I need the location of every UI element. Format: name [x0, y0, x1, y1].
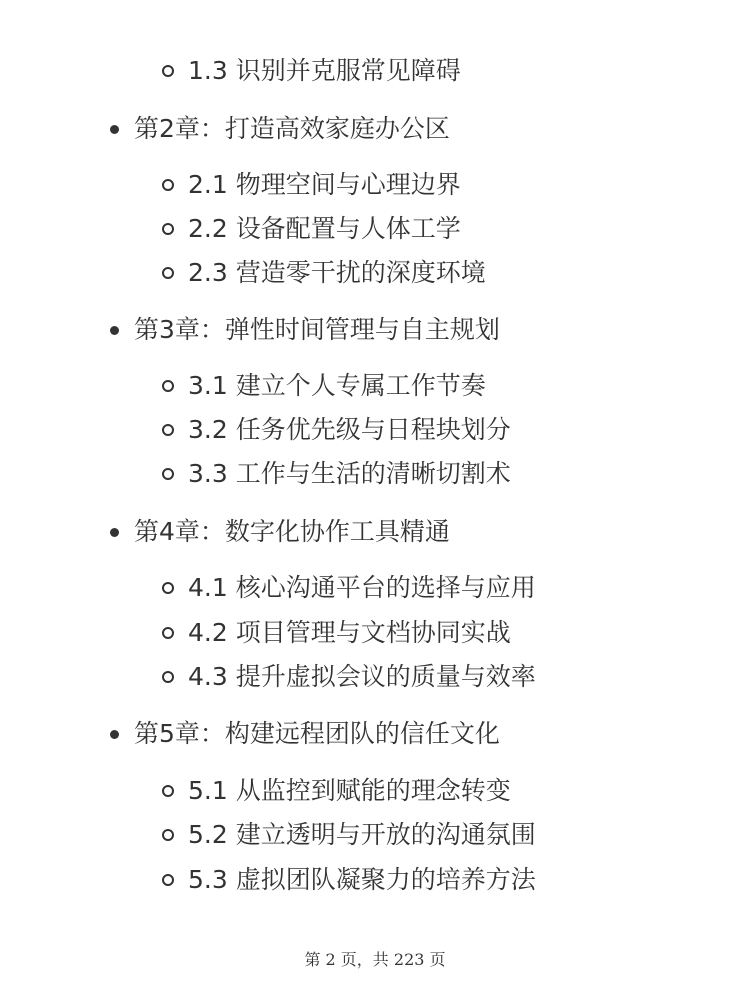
toc-section-3-2: 3.2 任务优先级与日程块划分: [188, 415, 511, 444]
hollow-bullet-icon: [162, 671, 174, 683]
toc-section-3-3: 3.3 工作与生活的清晰切割术: [188, 459, 511, 488]
solid-bullet-icon: [110, 528, 119, 537]
toc-section-5-2: 5.2 建立透明与开放的沟通氛围: [188, 820, 536, 849]
hollow-bullet-icon: [162, 223, 174, 235]
hollow-bullet-icon: [162, 65, 174, 77]
toc-section-4-3: 4.3 提升虚拟会议的质量与效率: [188, 662, 536, 691]
toc-section-1-3: 1.3 识别并克服常见障碍: [188, 56, 461, 85]
hollow-bullet-icon: [162, 424, 174, 436]
toc-section-5-3: 5.3 虚拟团队凝聚力的培养方法: [188, 865, 536, 894]
toc-section-4-2: 4.2 项目管理与文档协同实战: [188, 618, 511, 647]
hollow-bullet-icon: [162, 627, 174, 639]
toc-section-2-2: 2.2 设备配置与人体工学: [188, 214, 461, 243]
solid-bullet-icon: [110, 326, 119, 335]
toc-section-4-1: 4.1 核心沟通平台的选择与应用: [188, 573, 536, 602]
page-number: 第 2 页，共 223 页: [304, 950, 446, 969]
solid-bullet-icon: [110, 125, 119, 134]
toc-section-5-1: 5.1 从监控到赋能的理念转变: [188, 776, 511, 805]
hollow-bullet-icon: [162, 785, 174, 797]
solid-bullet-icon: [110, 730, 119, 739]
hollow-bullet-icon: [162, 829, 174, 841]
toc-section-2-3: 2.3 营造零干扰的深度环境: [188, 258, 486, 287]
hollow-bullet-icon: [162, 380, 174, 392]
hollow-bullet-icon: [162, 468, 174, 480]
hollow-bullet-icon: [162, 267, 174, 279]
hollow-bullet-icon: [162, 179, 174, 191]
toc-chapter-5: 第5章：构建远程团队的信任文化: [134, 719, 500, 748]
toc-chapter-4: 第4章：数字化协作工具精通: [134, 517, 450, 546]
toc-section-2-1: 2.1 物理空间与心理边界: [188, 170, 461, 199]
hollow-bullet-icon: [162, 582, 174, 594]
hollow-bullet-icon: [162, 874, 174, 886]
toc-chapter-3: 第3章：弹性时间管理与自主规划: [134, 315, 500, 344]
toc-section-3-1: 3.1 建立个人专属工作节奏: [188, 371, 486, 400]
toc-chapter-2: 第2章：打造高效家庭办公区: [134, 114, 450, 143]
